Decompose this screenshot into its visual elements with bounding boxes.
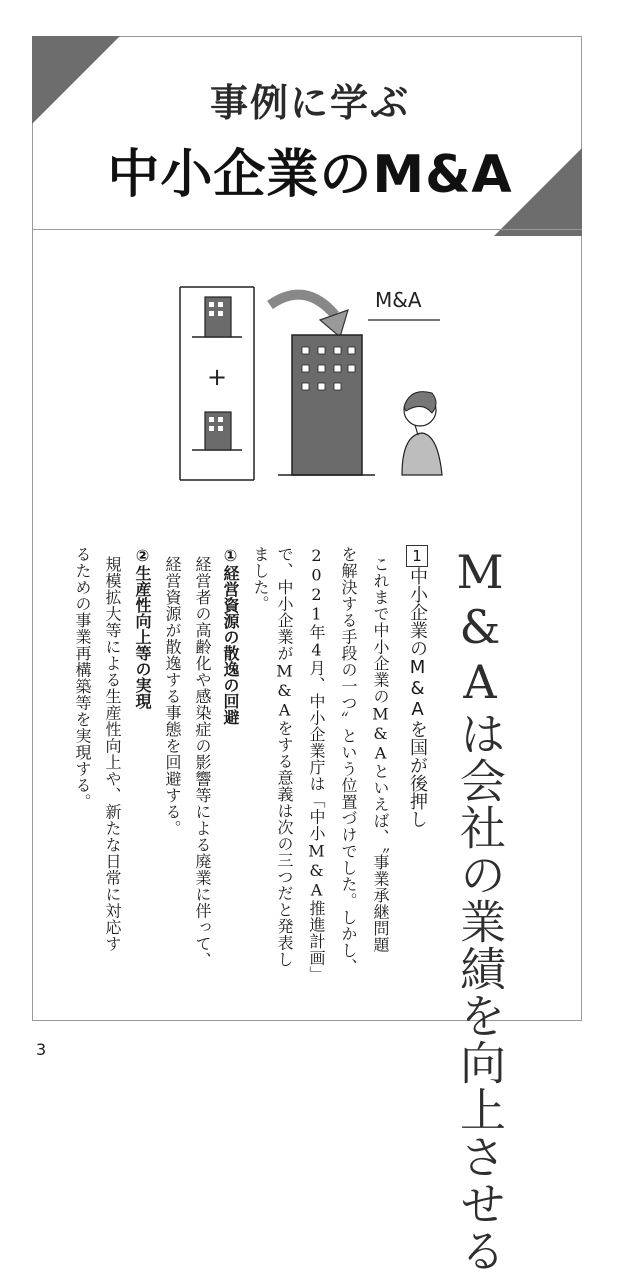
page-number: 3: [36, 1040, 47, 1059]
item-heading: ①経営資源の散逸の回避: [221, 546, 240, 725]
plus-sign: +: [206, 363, 228, 391]
body-line: 2021年4月、中小企業庁は「中小M&A推進計画」: [307, 546, 326, 983]
body-line: これまで中小企業のM&Aといえば、〝事業承継問題: [371, 556, 390, 953]
header-subtitle: 事例に学ぶ: [209, 81, 410, 125]
large-building-icon: [278, 335, 375, 475]
section-title: 中小企業のM&Aを国が後押し: [407, 567, 428, 828]
person-icon: [402, 392, 442, 475]
body-line: ました。: [251, 546, 270, 612]
section-number-badge: 1: [408, 547, 426, 565]
item-line: 経営者の高齢化や感染症の影響等による廃業に伴って、: [193, 556, 212, 969]
item-line: るための事業再構築等を実現する。: [73, 546, 92, 810]
ma-illustration: [170, 275, 460, 485]
ma-label: M&A: [375, 288, 422, 312]
section-heading: [404, 545, 430, 865]
item-heading: ②生産性向上等の実現: [133, 546, 152, 709]
body-line: を解決する手段の一つ〟という位置づけでした。しかし、: [339, 546, 358, 975]
item-line: 規模拡大等による生産性向上や、新たな日常に対応す: [103, 556, 122, 952]
header-divider: [32, 229, 582, 230]
small-building-icon: [205, 297, 231, 337]
article-headline: M&Aは会社の業績を向上させる: [453, 545, 507, 1274]
body-line: で、中小企業がM&Aをする意義は次の三つだと発表し: [275, 546, 294, 968]
item-line: 経営資源が散逸する事態を回避する。: [163, 556, 182, 837]
curved-arrow-icon: [270, 295, 348, 337]
small-building-icon: [205, 412, 231, 450]
header-title: 中小企業のM&A: [107, 145, 513, 205]
